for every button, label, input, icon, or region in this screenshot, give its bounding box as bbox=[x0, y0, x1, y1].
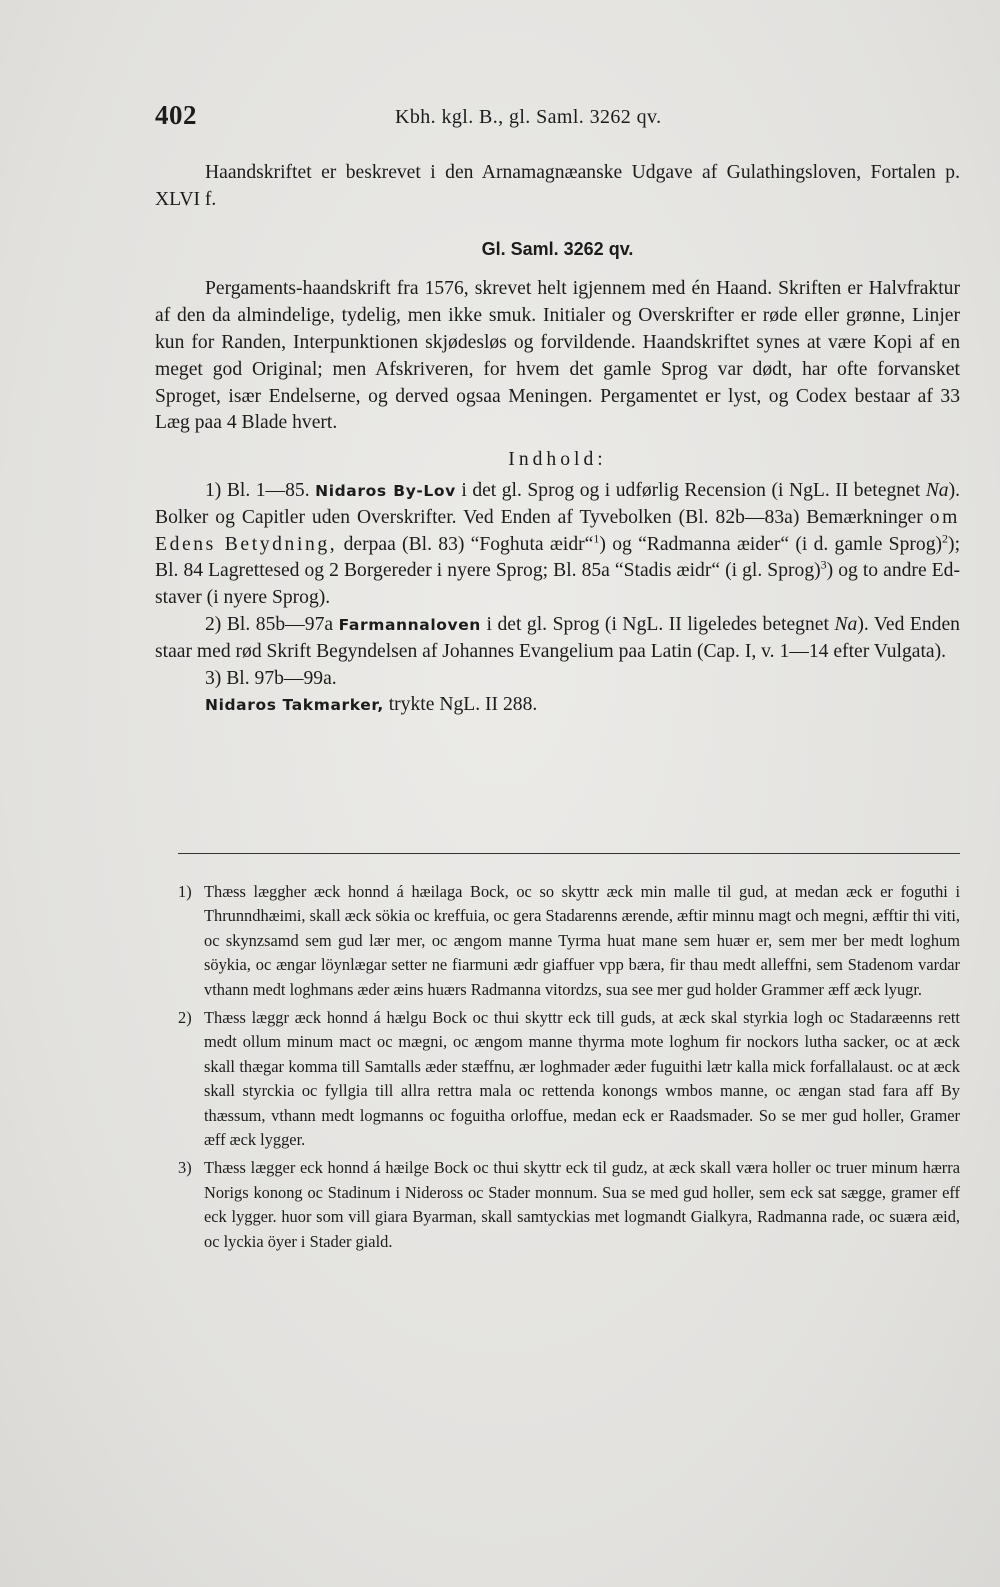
footnote-mark: 2) bbox=[178, 1008, 192, 1028]
contents-title: Indhold: bbox=[508, 449, 607, 471]
item-1-siglum: Na bbox=[925, 479, 949, 501]
footnote-text: Thæss lægger eck honnd á hæilge Bock oc thui skyttr eck til gudz, at æck skall væra holler oc truer minum hærra Norigs konong oc Stadinum i Nideross oc Stader monnum. Sua se med gud holler, sem eck sat sægge, gramer eff eck lygger. huor som vill giara Byarman, skall samtyckias met logmandt Gialkyra, Radmanna rade, oc suæra æid, oc lyckia öyer i Stader giald. bbox=[204, 1158, 960, 1251]
footnotes bbox=[178, 880, 960, 1258]
footnote-mark: 3) bbox=[178, 1158, 192, 1178]
footnote-text: Thæss læggher æck honnd á hæilaga Bock, oc so skyttr æck min malle til gud, at medan æck er foguthi i Thrunndhæimi, skall æck sökia oc kreffuia, oc gera Stadarenns ærende, æftir minnu magt och megni, æfftir thi viti, oc skynzsamd sem gud lær mer, oc ængom manne Tyrma huat mane sem huær er, sem mer ber medt loghum söykia, oc ængar löynlægar setter ne fiarmuni ædr giaffuer vpp bæra, fir thau medt alleffni, sem Stadenom vardar vthann medt loghmans æder æins huærs Radmanna vitordzs, sua see mer gud holder Grammer æff æck lyugr. bbox=[204, 882, 960, 999]
item-2-lead: 2) Bl. 85b—97a bbox=[205, 613, 334, 635]
item-1-text-e: ; Bl. 84 Lagrettesed og 2 Borgereder i nyere Sprog; Bl. 85a “Stadis æidr“ (i gl. Sprog) bbox=[155, 533, 961, 582]
item-2-siglum: Na bbox=[834, 613, 858, 635]
contents-item-1: 1) Bl. 1—85. Nidaros By-Lov i det gl. Sprog og i udførlig Recension (i NgL. II betegnet Na). Bolker og Capitler uden Overskrifter. Ved Enden af Tyvebolken (Bl. 82b—83a) Bemærkninger om Edens Betydning, derpaa (Bl. 83) “Foghuta æidr“$^1$) og “Radmanna æider“ (i d. gamle Sprog)$^2$); Bl. 84 Lagrettesed og 2 Borgereder i nyere Sprog; Bl. 85a “Stadis æidr“ (i gl. Sprog)$^3$) og to andre Ed-staver (i nyere Sprog). bbox=[155, 479, 961, 609]
running-head: Kbh. kgl. B., gl. Saml. 3262 qv. bbox=[395, 106, 662, 128]
footnote-ref-3[interactable]: 3 bbox=[820, 557, 827, 572]
item-2-text-b: ). Ved Enden staar med rød Skrift Begyndelsen af Johannes Evangelium paa Latin (Cap. I, v. 1—14 efter Vulgata). bbox=[155, 613, 960, 662]
item-2-term: Farmannaloven bbox=[338, 615, 481, 634]
footnote-ref-2[interactable]: 2 bbox=[942, 531, 949, 546]
footnote-2 bbox=[178, 1006, 960, 1152]
item-1-spaced: om Edens Betydning, bbox=[155, 506, 960, 555]
page-header bbox=[155, 100, 955, 140]
contents-item-3-detail bbox=[155, 692, 960, 719]
footnote-1 bbox=[178, 880, 960, 1002]
item-1-term: Nidaros By-Lov bbox=[315, 481, 456, 500]
page-number: 402 bbox=[155, 100, 197, 130]
contents-item-3 bbox=[155, 666, 960, 693]
item-1-text-b: ). Bolker og Capitler uden Overskrifter. Ved Enden af Tyvebolken (Bl. 82b—83a) Bemærkninger bbox=[155, 479, 960, 528]
item-3-text-a: trykte NgL. II 288. bbox=[388, 694, 538, 716]
item-3-term: Nidaros Takmarker, bbox=[205, 696, 384, 715]
item-1-text-c: derpaa (Bl. 83) “Foghuta æidr“ bbox=[343, 533, 594, 555]
contents-item-2 bbox=[155, 612, 960, 666]
item-2-text-a: i det gl. Sprog (i NgL. II ligeledes betegnet bbox=[486, 613, 829, 635]
description-paragraph: Pergaments-haandskrift fra 1576, skrevet helt igjennem med én Haand. Skriften er Halvfraktur af den da almindelige, tydelig, men ikke smuk. Initialer og Overskrifter er røde eller grønne, Linjer kun for Randen, Interpunktionen skjødesløs og forvildende. Haandskriftet synes at være Kopi af en meget god Original; men Afskriveren, for hvem det gamle Sprog var dødt, har ofte forvansket Sproget, især Endelserne, og derved ogsaa Meningen. Pergamentet er lyst, og Codex bestaar af 33 Læg paa 4 Blade hvert. bbox=[155, 278, 960, 434]
item-1-text-d: og “Radmanna æider“ (i d. gamle Sprog) bbox=[612, 533, 943, 555]
item-1-text-a: i det gl. Sprog og i udførlig Recension (i NgL. II betegnet bbox=[461, 479, 921, 501]
section-title: Gl. Saml. 3262 qv. bbox=[481, 238, 634, 259]
footnote-divider bbox=[178, 853, 960, 854]
intro-paragraph: Haandskriftet er beskrevet i den Arnamagnæanske Udgave af Gulathingsloven, Fortalen p. XLVI f. bbox=[155, 162, 960, 210]
footnote-text: Thæss læggr æck honnd á hælgu Bock oc thui skyttr eck till guds, at æck skal styrkia logh oc Stadaræenns rett medt ollum minum mact oc mægni, oc ængom manne thyrma mote loghum fir nockors lutha sacker, oc at æck skall thægar komma till Samtalls æder stæffnu, ær loghmader æder fuguithi lætr kalla mick forfallalaust. oc at æck skall styrckia oc fyllgia till allra rettra mala oc rettenda konongs wmbos manne, oc ængan stad fara aff By thæssum, vthann medt logmanns oc foguitha orloffue, medan eck er Raadsmader. So se mer gud holler, Gramer æff æck lygger. bbox=[204, 1008, 960, 1150]
main-text bbox=[155, 160, 960, 719]
item-1-lead: 1) Bl. 1—85. bbox=[205, 479, 310, 501]
footnote-mark: 1) bbox=[178, 882, 192, 901]
footnote-3 bbox=[178, 1156, 960, 1254]
footnote-ref-1[interactable]: 1 bbox=[593, 531, 600, 546]
item-3-lead: 3) Bl. 97b—99a. bbox=[205, 667, 337, 689]
item-1-text-f: og to andre Ed-staver (i nyere Sprog). bbox=[155, 560, 960, 609]
